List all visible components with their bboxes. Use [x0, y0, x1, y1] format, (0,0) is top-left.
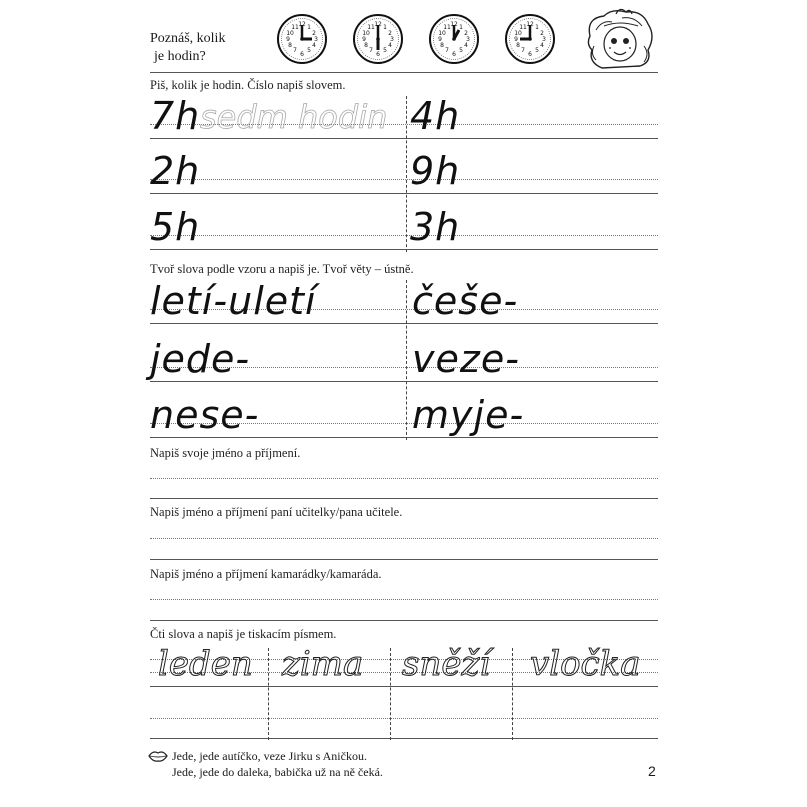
- svg-text:7: 7: [521, 47, 525, 54]
- svg-text:4: 4: [388, 42, 392, 49]
- svg-text:2: 2: [312, 30, 316, 37]
- footer-line-1: Jede, jede autíčko, veze Jirku s Aničkou.: [172, 749, 367, 763]
- clocks-row: [270, 10, 560, 68]
- section5-instruction: Napiš jméno a příjmení kamarádky/kamaráda.: [150, 567, 382, 581]
- line: [150, 235, 658, 236]
- svg-text:6: 6: [528, 51, 532, 58]
- column-divider: [390, 648, 391, 740]
- svg-text:5: 5: [307, 47, 311, 54]
- svg-text:9: 9: [514, 36, 518, 43]
- column-divider: [406, 96, 407, 252]
- line: [150, 538, 658, 539]
- svg-text:7: 7: [369, 47, 373, 54]
- row-left-text: 7h: [150, 94, 201, 138]
- svg-text:12: 12: [374, 21, 382, 28]
- title-line-1: Poznáš, kolik: [150, 31, 226, 46]
- line: [150, 620, 658, 621]
- svg-text:3: 3: [314, 36, 318, 43]
- svg-text:9: 9: [438, 36, 442, 43]
- title-line-2: je hodin?: [154, 49, 206, 64]
- svg-text:1: 1: [459, 24, 463, 31]
- clock-9-icon: [506, 15, 554, 63]
- cursive-word: zima: [282, 644, 364, 684]
- row-right-text: 4h: [410, 94, 461, 138]
- svg-text:12: 12: [298, 21, 306, 28]
- svg-text:12: 12: [526, 21, 534, 28]
- line: [150, 478, 658, 479]
- line: [150, 738, 658, 739]
- svg-text:8: 8: [440, 42, 444, 49]
- svg-text:6: 6: [300, 51, 304, 58]
- svg-text:11: 11: [519, 24, 527, 31]
- svg-text:6: 6: [376, 51, 380, 58]
- svg-text:10: 10: [286, 30, 294, 37]
- svg-text:3: 3: [390, 36, 394, 43]
- cursive-word: vločka: [530, 644, 641, 684]
- svg-text:9: 9: [362, 36, 366, 43]
- line: [150, 323, 658, 324]
- line: [150, 179, 658, 180]
- trace-text: sedm hodin: [200, 98, 388, 136]
- line: [150, 138, 658, 139]
- line: [150, 437, 658, 438]
- section1-instruction: Piš, kolik je hodin. Číslo napiš slovem.: [150, 78, 346, 92]
- svg-text:8: 8: [364, 42, 368, 49]
- svg-text:3: 3: [466, 36, 470, 43]
- svg-text:10: 10: [438, 30, 446, 37]
- section4-instruction: Napiš jméno a příjmení paní učitelky/pana učitele.: [150, 505, 403, 519]
- row-left-text: nese-: [150, 393, 260, 437]
- svg-text:3: 3: [542, 36, 546, 43]
- svg-text:12: 12: [450, 21, 458, 28]
- svg-text:4: 4: [312, 42, 316, 49]
- row-right-text: 9h: [410, 149, 461, 193]
- line: [150, 599, 658, 600]
- footer-rhyme: [172, 748, 383, 780]
- svg-text:4: 4: [464, 42, 468, 49]
- svg-text:2: 2: [388, 30, 392, 37]
- svg-text:1: 1: [307, 24, 311, 31]
- clock-6-icon: [354, 15, 402, 63]
- footer-line-2: Jede, jede do daleka, babička už na ně čeká.: [172, 765, 383, 779]
- line: [150, 498, 658, 499]
- svg-text:5: 5: [383, 47, 387, 54]
- row-right-text: 3h: [410, 205, 461, 249]
- row-right-text: myje-: [412, 393, 525, 437]
- line: [150, 686, 658, 687]
- svg-text:11: 11: [367, 24, 375, 31]
- girl-illustration: [582, 6, 658, 76]
- clock-1-icon: [430, 15, 478, 63]
- section3-instruction: Napiš svoje jméno a příjmení.: [150, 446, 301, 460]
- svg-text:1: 1: [383, 24, 387, 31]
- line: [150, 718, 658, 719]
- svg-text:7: 7: [293, 47, 297, 54]
- svg-text:4: 4: [540, 42, 544, 49]
- cursive-word: leden: [158, 644, 253, 684]
- row-left-text: jede-: [150, 337, 251, 381]
- svg-text:1: 1: [535, 24, 539, 31]
- svg-text:5: 5: [535, 47, 539, 54]
- svg-text:7: 7: [445, 47, 449, 54]
- svg-text:11: 11: [291, 24, 299, 31]
- section2-instruction: Tvoř slova podle vzoru a napiš je. Tvoř věty – ústně.: [150, 262, 414, 276]
- cursive-word: sněží: [402, 644, 491, 684]
- column-divider: [406, 280, 407, 440]
- line: [150, 381, 658, 382]
- row-right-text: češe-: [412, 279, 519, 323]
- line: [150, 193, 658, 194]
- lips-icon: [148, 750, 168, 762]
- row-left-text: letí-uletí: [150, 279, 317, 323]
- line: [150, 249, 658, 250]
- svg-text:11: 11: [443, 24, 451, 31]
- svg-text:2: 2: [540, 30, 544, 37]
- column-divider: [512, 648, 513, 740]
- svg-text:9: 9: [286, 36, 290, 43]
- page-title: [150, 30, 225, 66]
- svg-text:2: 2: [464, 30, 468, 37]
- row-left-text: 2h: [150, 149, 201, 193]
- row-left-text: 5h: [150, 205, 201, 249]
- svg-text:6: 6: [452, 51, 456, 58]
- svg-text:5: 5: [459, 47, 463, 54]
- svg-text:8: 8: [516, 42, 520, 49]
- row-right-text: veze-: [412, 337, 520, 381]
- svg-text:8: 8: [288, 42, 292, 49]
- section6-instruction: Čti slova a napiš je tiskacím písmem.: [150, 627, 337, 641]
- column-divider: [268, 648, 269, 740]
- line: [150, 559, 658, 560]
- page-number: 2: [648, 763, 656, 779]
- svg-text:10: 10: [514, 30, 522, 37]
- svg-text:10: 10: [362, 30, 370, 37]
- clock-3-icon: [278, 15, 326, 63]
